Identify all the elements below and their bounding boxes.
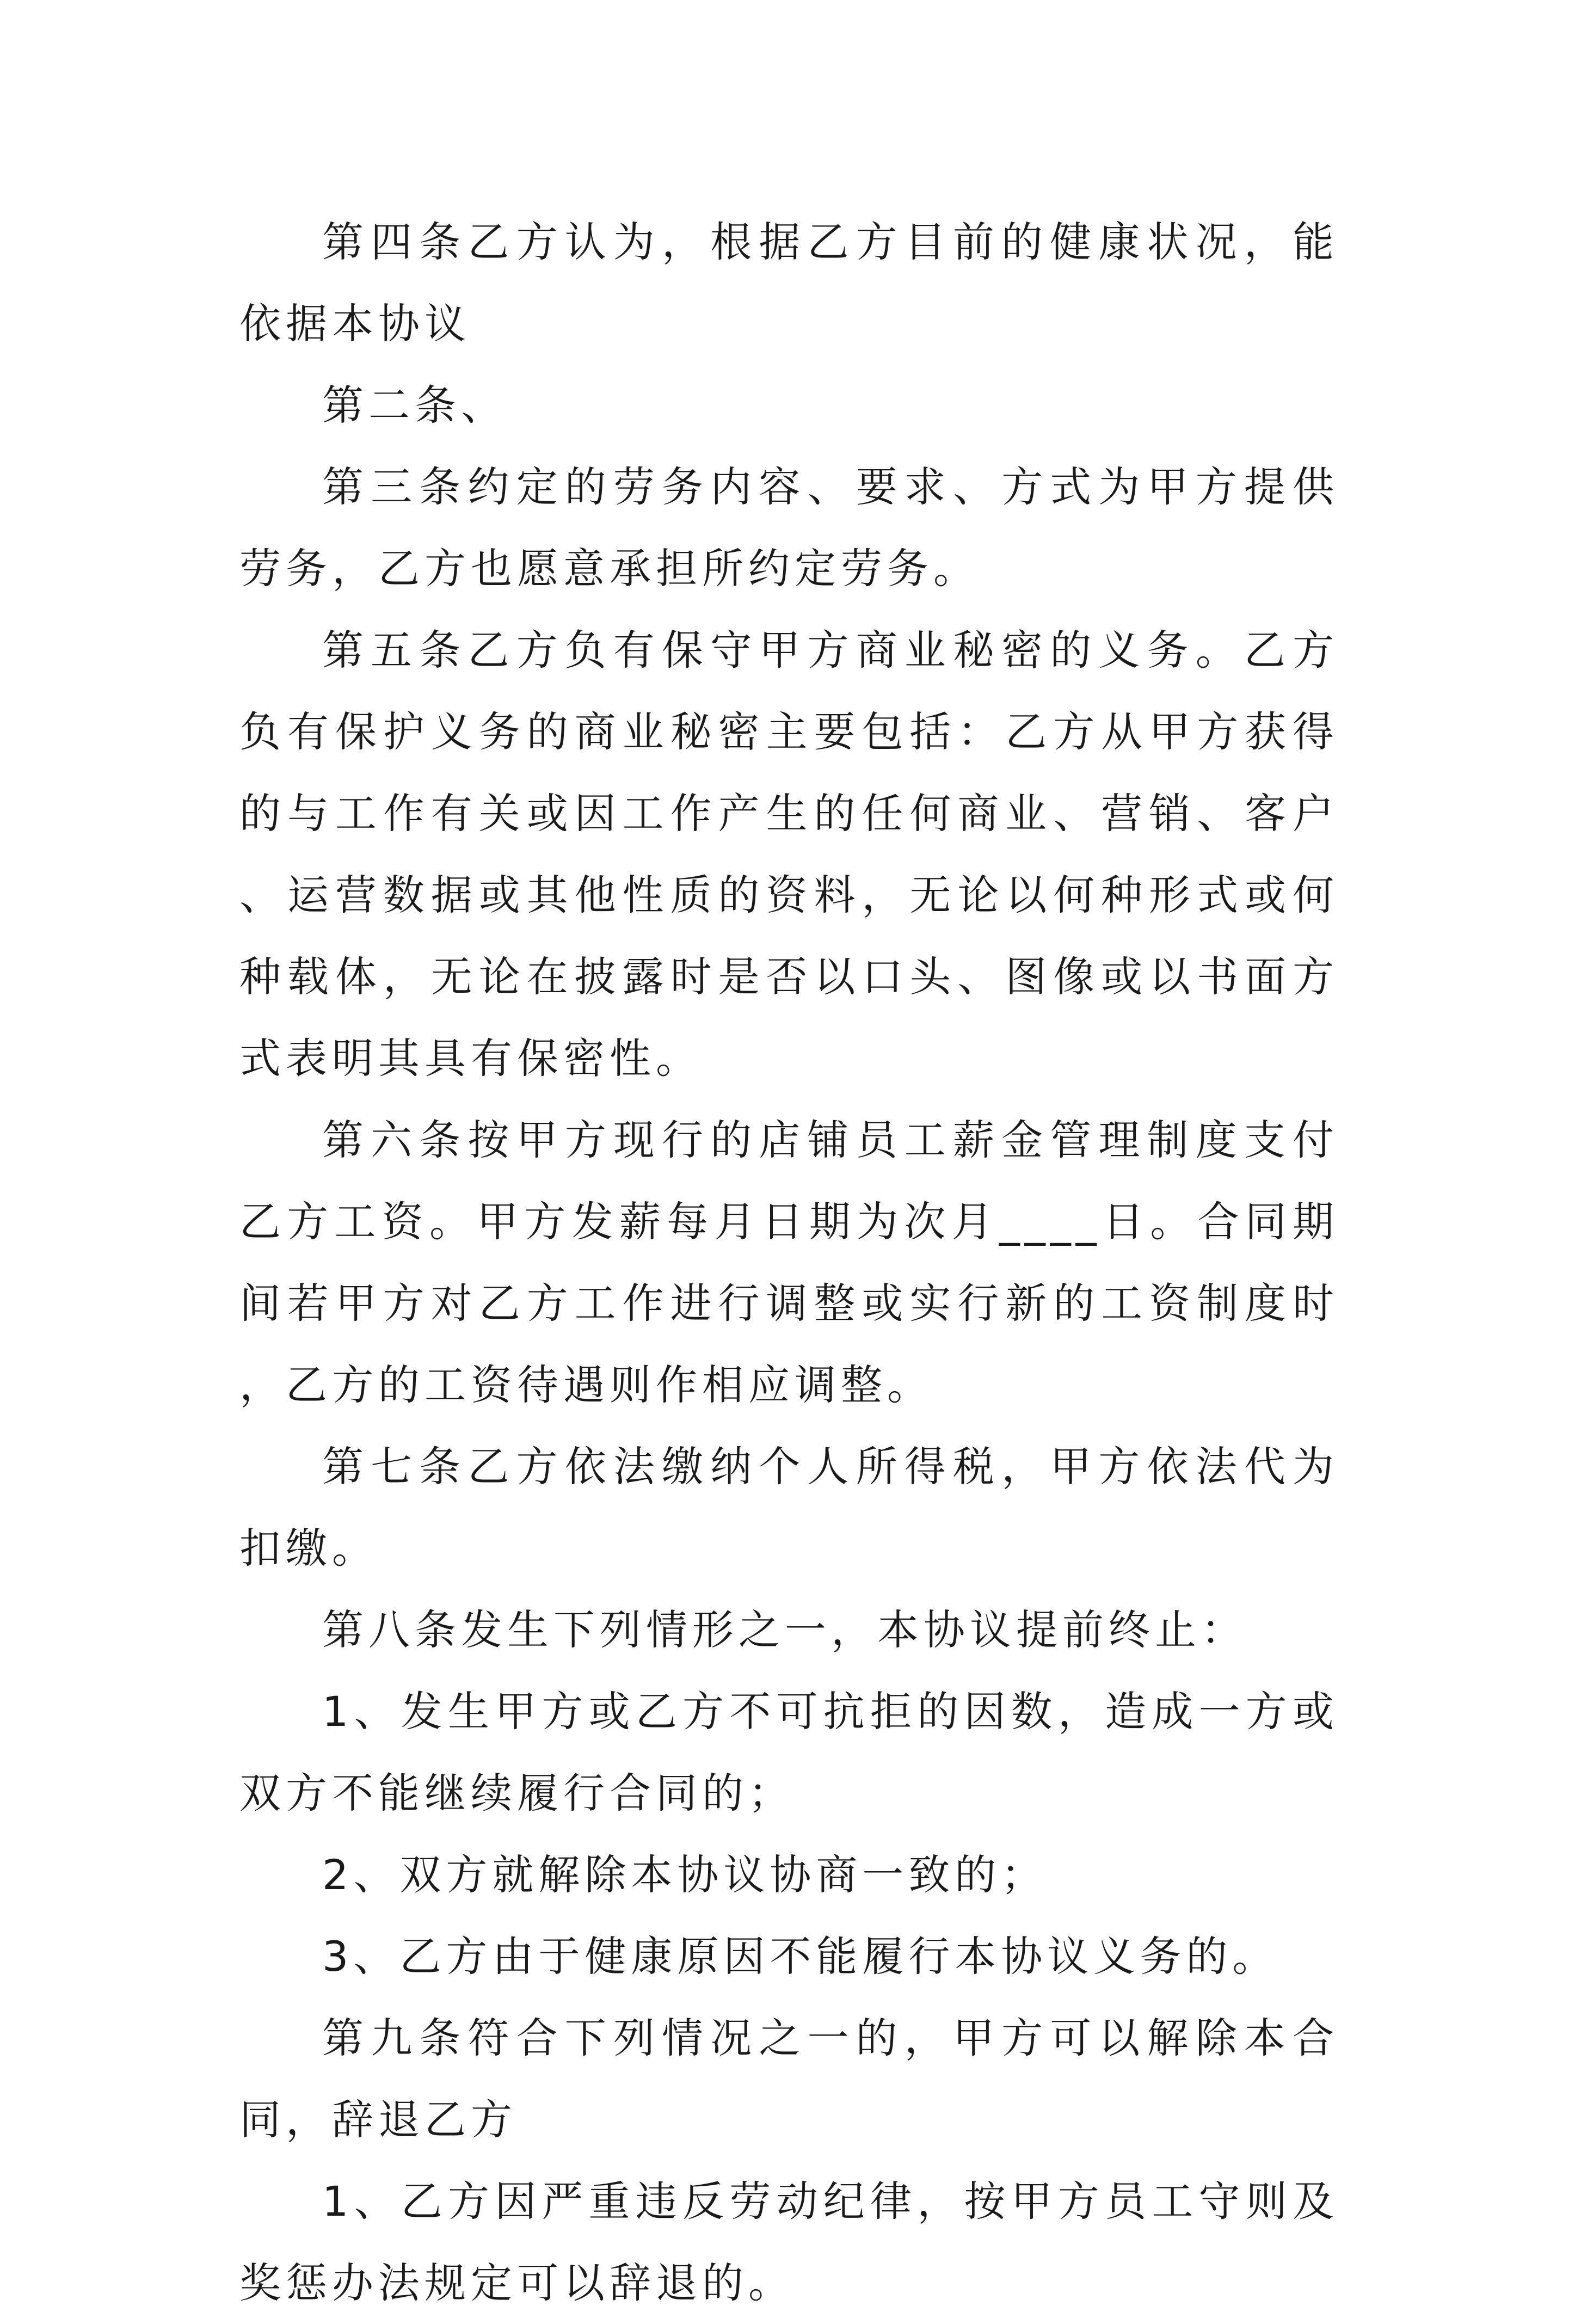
paragraph-article-7: 第七条乙方依法缴纳个人所得税，甲方依法代为扣缴。 [239, 1442, 1339, 1572]
paragraph-article-3-ref: 第三条约定的劳务内容、要求、方式为甲方提供劳务，乙方也愿意承担所约定劳务。 [239, 463, 1339, 593]
paragraph-article-8-item-2: 2、双方就解除本协议协商一致的； [322, 1850, 1048, 1899]
paragraph-article-8: 第八条发生下列情形之一，本协议提前终止： [322, 1606, 1247, 1654]
paragraph-article-8-item-3: 3、乙方由于健康原因不能履行本协议义务的。 [322, 1932, 1279, 1981]
document-body [239, 201, 1339, 2324]
paragraph-article-4: 第四条乙方认为，根据乙方目前的健康状况，能依据本协议 [239, 218, 1339, 348]
paragraph-article-9-item-1: 1、乙方因严重违反劳动纪律，按甲方员工守则及奖惩办法规定可以辞退的。 [239, 2177, 1339, 2307]
paragraph-article-2-ref: 第二条、 [322, 381, 507, 429]
paragraph-article-8-item-1: 1、发生甲方或乙方不可抗拒的因数，造成一方或双方不能继续履行合同的； [239, 1687, 1339, 1817]
paragraph-article-6: 第六条按甲方现行的店铺员工薪金管理制度支付乙方工资。甲方发薪每月日期为次月____日。合同期间若甲方对乙方工作进行调整或实行新的工资制度时，乙方的工资待遇则作相应调整。 [239, 1116, 1339, 1409]
paragraph-article-9: 第九条符合下列情况之一的，甲方可以解除本合同，辞退乙方 [239, 2014, 1339, 2144]
paragraph-article-5: 第五条乙方负有保守甲方商业秘密的义务。乙方负有保护义务的商业秘密主要包括：乙方从甲方获得的与工作有关或因工作产生的任何商业、营销、客户、运营数据或其他性质的资料，无论以何种形式或何种载体，无论在披露时是否以口头、图像或以书面方式表明其具有保密性。 [239, 626, 1339, 1083]
